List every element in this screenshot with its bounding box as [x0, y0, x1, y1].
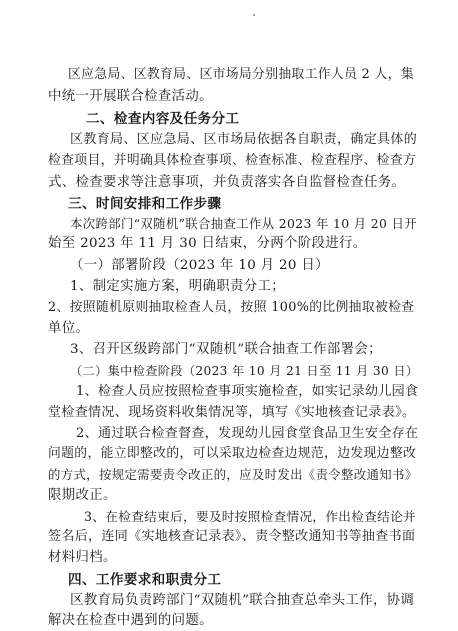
- text-line: 检查项目，并明确具体检查事项、检查标准、检查程序、检查方: [48, 153, 417, 169]
- subsection-heading-1: （一）部署阶段（2023 年 10 月 20 日）: [70, 257, 329, 273]
- text-line: 问题的，能立即整改的，可以采取边检查边规范，边发现边整改: [48, 446, 417, 462]
- text-line: 的方式，按规定需要责令改正的，应及时发出《责令整改通知书》: [48, 467, 418, 483]
- section-heading-4: 四、工作要求和职责分工: [68, 571, 222, 588]
- section-heading-2: 二、检查内容及任务分工: [86, 111, 240, 127]
- scan-dot: [253, 14, 255, 16]
- text-line: 始至 2023 年 11 月 30 日结束，分两个阶段进行。: [48, 236, 367, 252]
- text-line: 单位。: [48, 321, 90, 336]
- text-line: 3、在检查结束后，要及时按照检查情况，作出检查结论并: [84, 508, 416, 524]
- text-line: 材料归档。: [48, 550, 117, 566]
- section-heading-3: 三、时间安排和工作步骤: [68, 195, 222, 212]
- text-line: 限期改正。: [48, 487, 117, 503]
- text-line: 区教育局、区应急局、区市场局依据各自职责，确定具体的: [70, 132, 418, 148]
- text-line: 2、通过联合检查督查，发现幼儿园食堂食品卫生安全存在: [76, 425, 419, 441]
- text-line: 1、检查人员应按照检查事项实施检查，如实记录幼儿园食: [76, 384, 419, 400]
- text-line: 式、检查要求等注意事项，并负责落实各自监督检查任务。: [48, 174, 406, 190]
- text-line: 签名后，连同《实地核查记录表》、责令整改通知书等抽查书面: [48, 529, 416, 545]
- text-line: 本次跨部门“双随机”联合抽查工作从 2023 年 10 月 20 日开: [70, 216, 418, 231]
- text-line: 1、制定实施方案，明确职责分工；: [70, 278, 285, 294]
- text-line: 3、召开区级跨部门“双随机”联合抽查工作部署会；: [70, 342, 382, 358]
- text-line: 堂检查情况、现场资料收集情况等，填写《实地核查记录表》。: [48, 404, 416, 420]
- text-line: 中统一开展联合检查活动。: [48, 89, 213, 104]
- text-line: 2、按照随机原则抽取检查人员，按照 100%的比例抽取被检查: [48, 299, 415, 315]
- text-line: 区应急局、区教育局、区市场局分别抽取工作人员 2 人，集: [68, 67, 414, 82]
- subsection-heading-2: （二）集中检查阶段（2023 年 10 月 21 日至 11 月 30 日）: [70, 364, 419, 379]
- text-line: 解决在检查中遇到的问题。: [48, 613, 213, 628]
- text-line: 区教育局负责跨部门“双随机”联合抽查总牵头工作，协调: [70, 592, 415, 608]
